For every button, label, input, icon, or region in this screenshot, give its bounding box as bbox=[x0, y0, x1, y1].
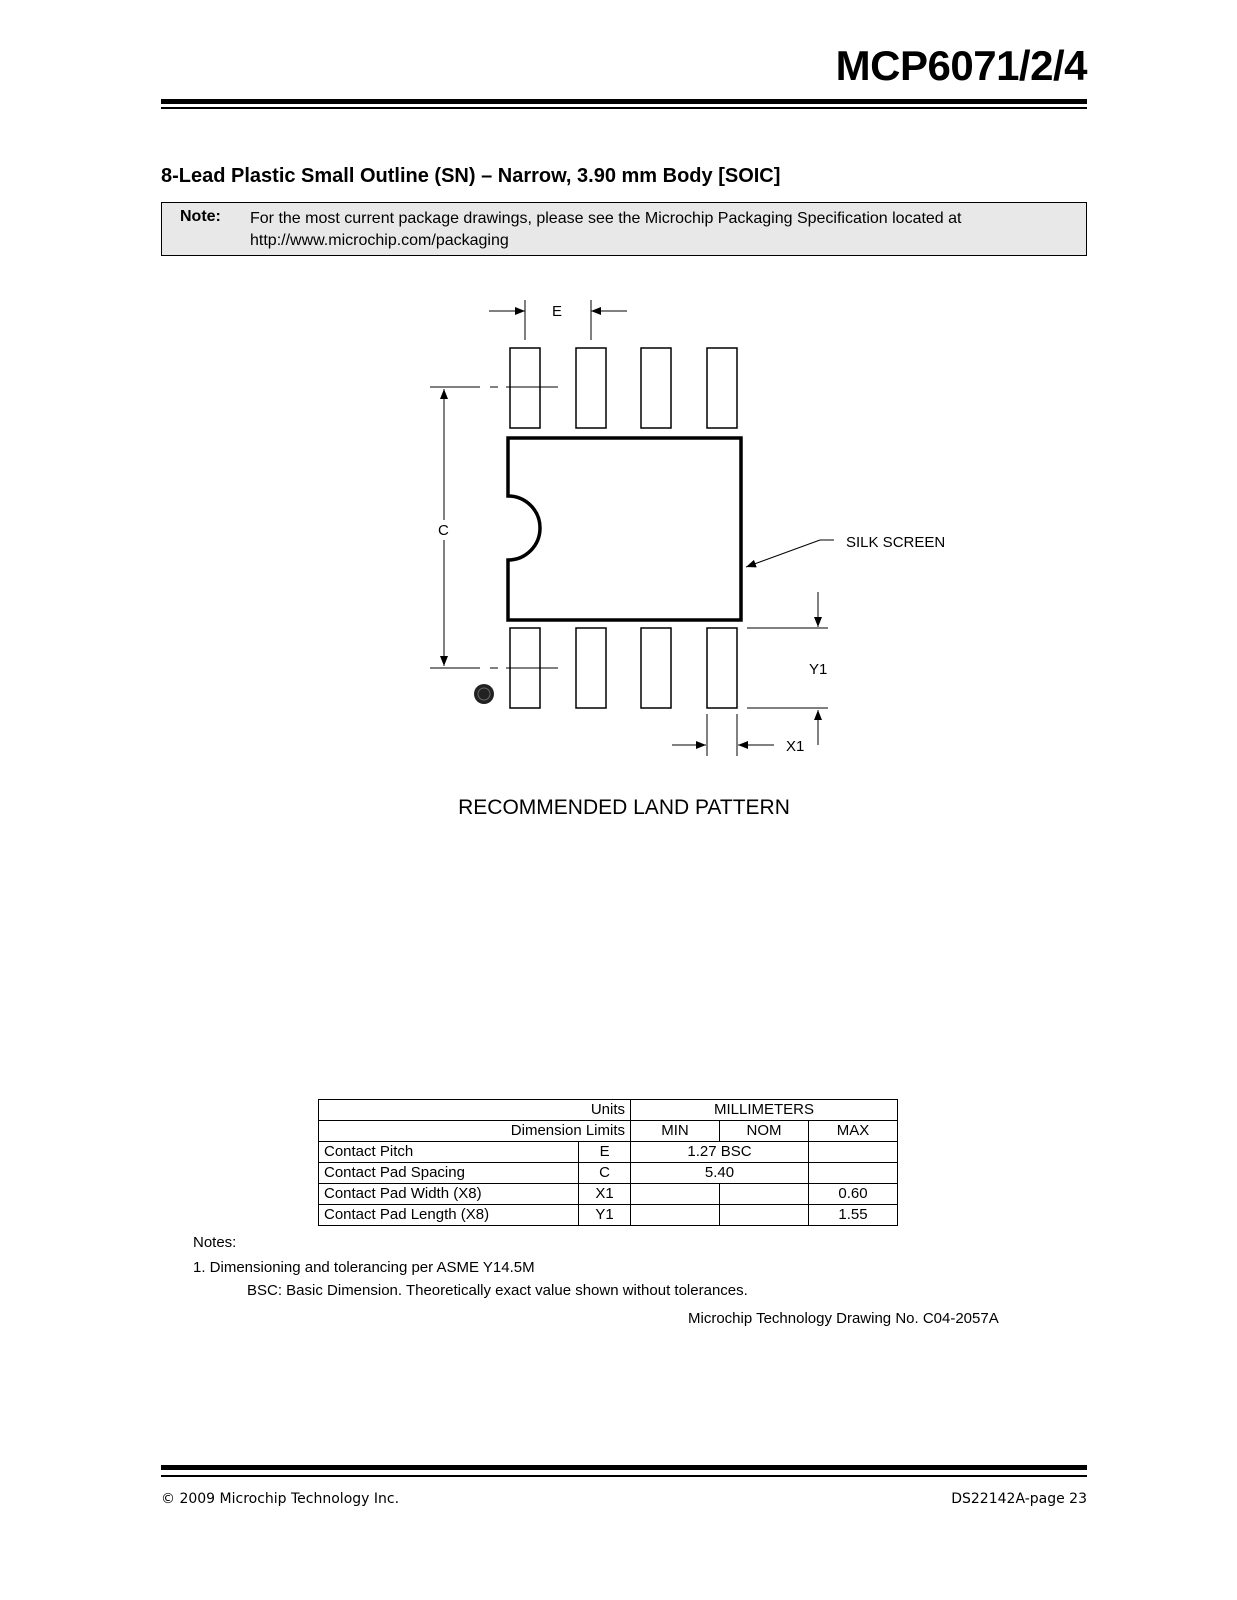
dimensions-table bbox=[318, 1099, 898, 1226]
silk-screen-outline bbox=[508, 438, 741, 620]
top-pads bbox=[510, 348, 737, 428]
pad-top-2 bbox=[576, 348, 606, 428]
footer-rule-thin bbox=[161, 1475, 1087, 1477]
row-nom: 5.40 bbox=[631, 1163, 809, 1184]
dimension-limits-label: Dimension Limits bbox=[319, 1121, 631, 1142]
row-symbol: Y1 bbox=[579, 1205, 631, 1226]
pad-bottom-3 bbox=[641, 628, 671, 708]
row-min bbox=[631, 1184, 720, 1205]
row-max bbox=[809, 1142, 898, 1163]
units-value: MILLIMETERS bbox=[631, 1100, 898, 1121]
col-max-header: MAX bbox=[809, 1121, 898, 1142]
row-max: 0.60 bbox=[809, 1184, 898, 1205]
pad-top-1 bbox=[510, 348, 540, 428]
row-symbol: E bbox=[579, 1142, 631, 1163]
dimension-label-e: E bbox=[552, 303, 563, 320]
row-name: Contact Pad Spacing bbox=[319, 1163, 579, 1184]
table-row bbox=[319, 1205, 898, 1226]
microchip-logo-mark bbox=[474, 684, 494, 704]
table-row-limits bbox=[319, 1121, 898, 1142]
row-min bbox=[631, 1205, 720, 1226]
table-row bbox=[319, 1142, 898, 1163]
notes-item-1: 1. Dimensioning and tolerancing per ASME Y14.5M bbox=[193, 1259, 535, 1276]
section-title: 8-Lead Plastic Small Outline (SN) – Narrow, 3.90 mm Body [SOIC] bbox=[161, 165, 781, 187]
pad-bottom-2 bbox=[576, 628, 606, 708]
row-symbol: X1 bbox=[579, 1184, 631, 1205]
dimension-label-y1: Y1 bbox=[809, 661, 828, 678]
units-label: Units bbox=[319, 1100, 631, 1121]
row-name: Contact Pad Length (X8) bbox=[319, 1205, 579, 1226]
drawing-number: Microchip Technology Drawing No. C04-2057A bbox=[688, 1310, 999, 1327]
row-nom bbox=[720, 1184, 809, 1205]
row-name: Contact Pad Width (X8) bbox=[319, 1184, 579, 1205]
table-row bbox=[319, 1163, 898, 1184]
col-nom-header: NOM bbox=[720, 1121, 809, 1142]
note-text: For the most current package drawings, please see the Microchip Packaging Specification located at http://www.microchip.com/packaging bbox=[250, 210, 962, 249]
footer-copyright: © 2009 Microchip Technology Inc. bbox=[161, 1491, 400, 1507]
pad-top-4 bbox=[707, 348, 737, 428]
footer-page-number: DS22142A-page 23 bbox=[951, 1491, 1087, 1507]
note-label: Note: bbox=[180, 208, 221, 225]
dimension-label-x1: X1 bbox=[786, 738, 805, 755]
drawing-caption: RECOMMENDED LAND PATTERN bbox=[458, 796, 790, 819]
document-title: MCP6071/2/4 bbox=[835, 42, 1087, 89]
row-merged-value: 1.27 BSC bbox=[631, 1142, 809, 1163]
pad-top-3 bbox=[641, 348, 671, 428]
notes-heading: Notes: bbox=[193, 1234, 237, 1251]
col-min-header: MIN bbox=[631, 1121, 720, 1142]
row-max: 1.55 bbox=[809, 1205, 898, 1226]
table-row-units bbox=[319, 1100, 898, 1121]
dimension-label-c: C bbox=[438, 522, 449, 539]
row-name: Contact Pitch bbox=[319, 1142, 579, 1163]
notes-bsc: BSC: Basic Dimension. Theoretically exact value shown without tolerances. bbox=[247, 1282, 748, 1299]
table-row bbox=[319, 1184, 898, 1205]
row-max bbox=[809, 1163, 898, 1184]
footer-rule-thick bbox=[161, 1465, 1087, 1470]
silk-screen-label: SILK SCREEN bbox=[846, 534, 946, 551]
row-nom bbox=[720, 1205, 809, 1226]
row-symbol: C bbox=[579, 1163, 631, 1184]
pad-bottom-4 bbox=[707, 628, 737, 708]
